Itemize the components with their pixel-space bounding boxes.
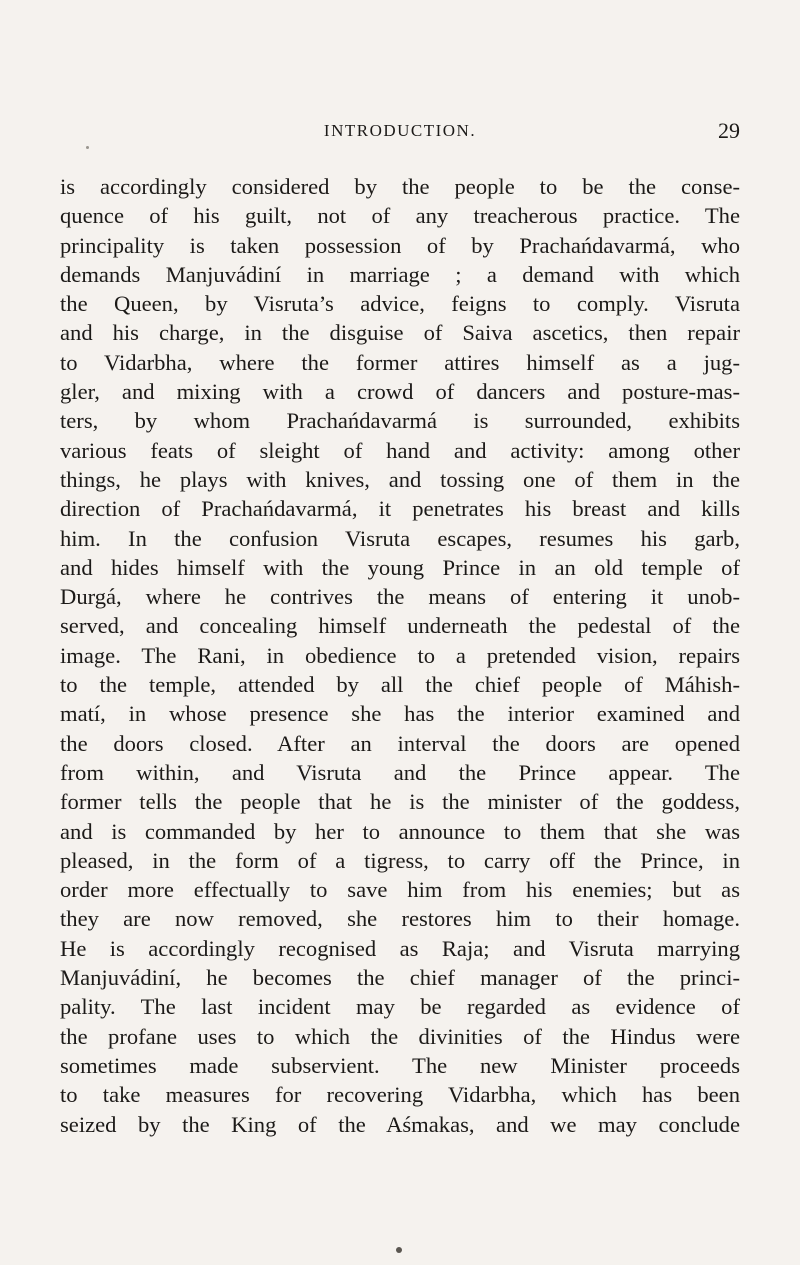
- page-number: 29: [718, 118, 740, 143]
- text-line: and hides himself with the young Prince in an old temple of: [60, 554, 740, 580]
- scan-speck: [396, 1247, 402, 1253]
- text-line: sometimes made subservient. The new Minister proceeds: [60, 1052, 740, 1078]
- text-line: gler, and mixing with a crowd of dancers and posture-mas-: [60, 379, 740, 405]
- text-line: various feats of sleight of hand and activity: among other: [60, 437, 740, 463]
- text-line: demands Manjuvádiní in marriage ; a demand with which: [60, 261, 740, 287]
- text-line: the profane uses to which the divinities of the Hindus were: [60, 1023, 740, 1049]
- text-line: Durgá, where he contrives the means of entering it unob-: [60, 584, 740, 610]
- text-line: ters, by whom Prachańdavarmá is surrounded, exhibits: [60, 408, 740, 434]
- text-line: and is commanded by her to announce to them that she was: [60, 818, 740, 844]
- page-header: [60, 116, 740, 146]
- body-paragraph: [60, 172, 740, 1139]
- text-line: pleased, in the form of a tigress, to carry off the Prince, in: [60, 847, 740, 873]
- text-line: served, and concealing himself underneath the pedestal of the: [60, 613, 740, 639]
- text-line: image. The Rani, in obedience to a pretended vision, repairs: [60, 642, 740, 668]
- text-line: things, he plays with knives, and tossing one of them in the: [60, 466, 740, 492]
- text-line: Manjuvádiní, he becomes the chief manager of the princi-: [60, 965, 740, 991]
- text-line: the Queen, by Visruta’s advice, feigns to comply. Visruta: [60, 291, 740, 317]
- text-line: him. In the confusion Visruta escapes, resumes his garb,: [60, 525, 740, 551]
- text-line: seized by the King of the Aśmakas, and we may conclude: [60, 1111, 740, 1137]
- text-line: to take measures for recovering Vidarbha, which has been: [60, 1082, 740, 1108]
- text-line: and his charge, in the disguise of Saiva ascetics, then repair: [60, 320, 740, 346]
- text-line: direction of Prachańdavarmá, it penetrates his breast and kills: [60, 496, 740, 522]
- text-line: to the temple, attended by all the chief people of Máhish-: [60, 672, 740, 698]
- text-line: is accordingly considered by the people to be the conse-: [60, 174, 740, 199]
- text-line: order more effectually to save him from his enemies; but as: [60, 877, 740, 903]
- text-line: former tells the people that he is the minister of the goddess,: [60, 789, 740, 815]
- text-line: they are now removed, she restores him to their homage.: [60, 906, 740, 932]
- text-line: He is accordingly recognised as Raja; and Visruta marrying: [60, 935, 740, 961]
- text-line: to Vidarbha, where the former attires himself as a jug-: [60, 349, 740, 375]
- text-line: pality. The last incident may be regarded as evidence of: [60, 994, 740, 1020]
- running-title: INTRODUCTION.: [323, 121, 477, 140]
- text-line: the doors closed. After an interval the doors are opened: [60, 730, 740, 756]
- text-line: matí, in whose presence she has the interior examined and: [60, 701, 740, 727]
- scan-speck: [86, 146, 89, 149]
- text-line: from within, and Visruta and the Prince appear. The: [60, 759, 740, 785]
- text-line: quence of his guilt, not of any treacherous practice. The: [60, 203, 740, 229]
- text-line: principality is taken possession of by Prachańdavarmá, who: [60, 232, 740, 258]
